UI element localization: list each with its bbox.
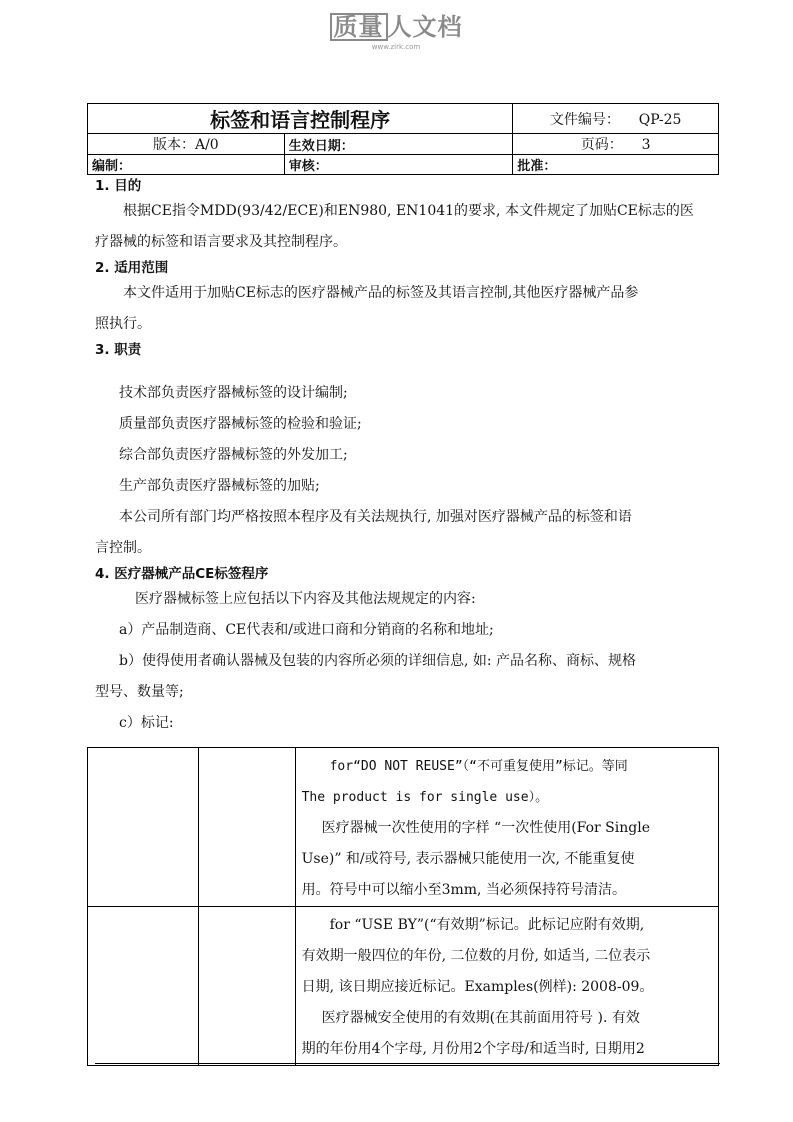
prepared-by-cell: 编制： — [88, 155, 285, 175]
effective-date-cell: 生效日期： — [284, 134, 513, 155]
page-number-cell — [513, 134, 719, 155]
page-label: 页码： — [580, 137, 623, 153]
logo — [326, 12, 466, 62]
responsibility-item: 生产部负责医疗器械标签的加贴; — [119, 478, 320, 494]
doc-number: QP-25 — [638, 111, 682, 128]
document-body — [95, 176, 720, 739]
section-1-paragraph-line-1: 根据CE指令MDD(93/42/ECE)和EN980, EN1041的要求, 本文件规定了加贴CE标志的医 — [123, 203, 694, 219]
description-line: Use)” 和/或符号, 表示器械只能使用一次, 不能重复使 — [301, 851, 635, 867]
section-1-paragraph-line-2: 疗器械的标签和语言要求及其控制程序。 — [95, 234, 347, 250]
logo-rest-text: 人文档 — [387, 13, 463, 41]
symbol-cell — [88, 748, 199, 907]
description-line: 医疗器械一次性使用的字样 “一次性使用(For Single — [321, 820, 650, 836]
logo-text — [326, 12, 466, 42]
section-3-paragraph-line-2: 言控制。 — [95, 540, 151, 556]
version-cell: 版本：A/0 — [88, 134, 285, 155]
doc-number-label: 文件编号： — [549, 111, 620, 128]
name-cell — [198, 907, 295, 1066]
marks-table — [87, 747, 719, 1066]
description-cell — [295, 748, 718, 907]
symbol-cell — [88, 907, 199, 1066]
description-cell — [295, 907, 718, 1066]
section-3-title: 3. 职责 — [95, 342, 142, 358]
section-4-item-b-line-1: b）使得使用者确认器械及包装的内容所必须的详细信息, 如: 产品名称、商标、规格 — [119, 653, 637, 669]
section-3-paragraph-line-1: 本公司所有部门均严格按照本程序及有关法规执行, 加强对医疗器械产品的标签和语 — [119, 509, 632, 525]
section-2-title: 2. 适用范围 — [95, 260, 169, 276]
responsibility-item: 技术部负责医疗器械标签的设计编制; — [119, 385, 348, 401]
document-header-table — [87, 103, 719, 175]
description-line: for “USE BY”(“有效期”标记。此标记应附有效期, — [329, 917, 645, 933]
logo-url: www.zlrk.com — [371, 43, 421, 51]
section-1-title: 1. 目的 — [95, 178, 142, 194]
section-4-title: 4. 医疗器械产品CE标签程序 — [95, 566, 269, 582]
table-row — [88, 748, 719, 907]
responsibility-item: 质量部负责医疗器械标签的检验和验证; — [119, 416, 362, 432]
description-line: 用。符号中可以缩小至3mm, 当必须保持符号清洁。 — [301, 882, 626, 898]
name-cell — [198, 748, 295, 907]
reviewed-by-cell: 审核： — [284, 155, 513, 175]
table-row — [88, 907, 719, 1066]
description-line: 医疗器械安全使用的有效期(在其前面用符号 ). 有效 — [321, 1010, 640, 1026]
section-4-item-b-line-2: 型号、数量等; — [95, 684, 184, 700]
section-2-paragraph-line-2: 照执行。 — [95, 316, 151, 332]
description-line: 日期, 该日期应接近标记。Examples(例样): 2008-09。 — [301, 979, 654, 995]
approved-by-cell: 批准： — [513, 155, 719, 175]
section-4-item-c: c）标记: — [119, 715, 174, 731]
section-4-item-a: a）产品制造商、CE代表和/或进口商和分销商的名称和地址; — [119, 622, 494, 638]
description-line: The product is for single use）。 — [301, 790, 549, 805]
page-number: 3 — [641, 137, 651, 153]
footer-divider — [95, 1063, 720, 1064]
document-title: 标签和语言控制程序 — [88, 104, 513, 134]
description-line: 期的年份用4个字母, 月份用2个字母/和适当时, 日期用2 — [301, 1041, 645, 1057]
doc-number-cell — [513, 104, 719, 134]
description-line: for“DO NOT REUSE”（“不可重复使用”标记。等同 — [329, 759, 628, 774]
section-2-paragraph-line-1: 本文件适用于加贴CE标志的医疗器械产品的标签及其语言控制,其他医疗器械产品参 — [123, 285, 639, 301]
responsibility-item: 综合部负责医疗器械标签的外发加工; — [119, 447, 348, 463]
section-4-intro: 医疗器械标签上应包括以下内容及其他法规规定的内容: — [135, 591, 476, 607]
description-line: 有效期一般四位的年份, 二位数的月份, 如适当, 二位表示 — [301, 948, 651, 964]
logo-boxed-text: 质量 — [330, 13, 388, 41]
